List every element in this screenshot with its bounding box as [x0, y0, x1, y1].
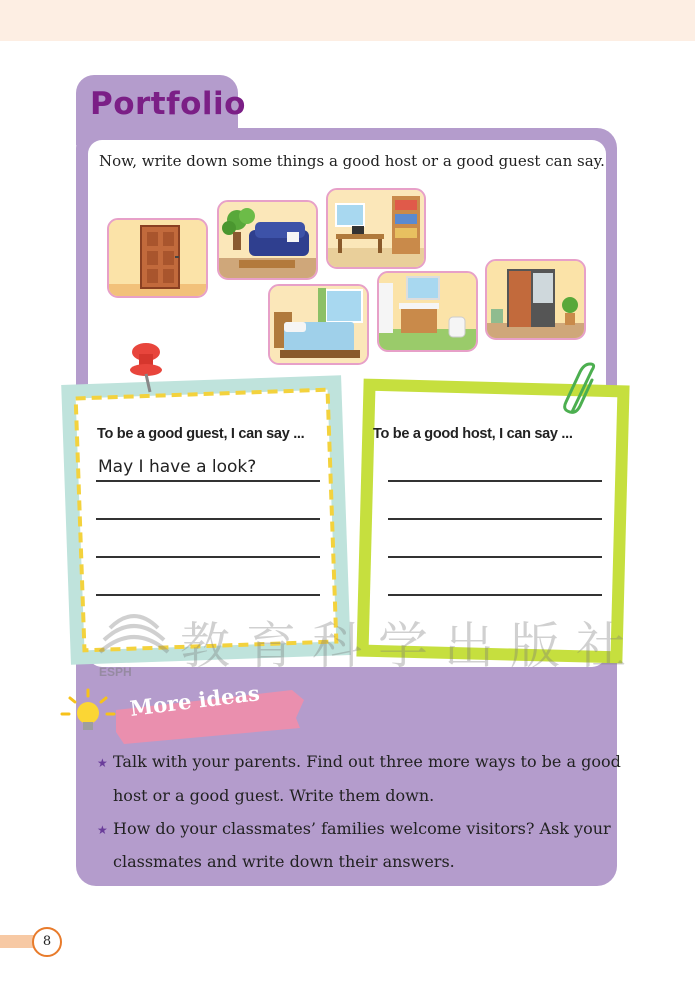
guest-answer-line-2[interactable]: [96, 518, 320, 520]
host-answer-line-3[interactable]: [388, 556, 602, 558]
push-pin-icon: [124, 338, 174, 398]
lightbulb-icon: [60, 688, 116, 742]
page-title: Portfolio: [90, 86, 246, 122]
bedroom-image: [268, 284, 369, 365]
instruction-text: Now, write down some things a good host or a good guest can say.: [99, 152, 605, 170]
host-card-heading: To be a good host, I can say ...: [373, 426, 573, 442]
guest-answer-1[interactable]: May I have a look?: [98, 457, 257, 477]
more-ideas-bullet-1-line-1: Talk with your parents. Find out three more ways to be a good: [113, 752, 621, 771]
living-room-image: [217, 200, 318, 280]
star-bullet-icon: ★: [97, 756, 108, 770]
more-ideas-bullet-2-line-2: classmates and write down their answers.: [113, 852, 455, 871]
bathroom-image: [377, 271, 478, 352]
guest-answer-line-3[interactable]: [96, 556, 320, 558]
more-ideas-bullet-1-line-2: host or a good guest. Write them down.: [113, 786, 435, 805]
publisher-abbr: ESPH: [99, 665, 132, 679]
host-answer-line-1[interactable]: [388, 480, 602, 482]
publisher-logo-icon: [96, 602, 172, 668]
paper-clip-icon: [562, 362, 602, 422]
guest-answer-line-4[interactable]: [96, 594, 320, 596]
more-ideas-bullet-2-line-1: How do your classmates’ families welcome visitors? Ask your: [113, 819, 611, 838]
host-answer-line-2[interactable]: [388, 518, 602, 520]
page-number: 8: [32, 927, 62, 957]
publisher-watermark: 教育科学出版社: [180, 617, 642, 675]
study-room-image: [326, 188, 426, 269]
guest-answer-line-1[interactable]: [96, 480, 320, 482]
top-band: [0, 0, 695, 41]
more-ideas-title: More ideas: [128, 680, 262, 721]
host-answer-line-4[interactable]: [388, 594, 602, 596]
star-bullet-icon: ★: [97, 823, 108, 837]
front-door-image: [107, 218, 208, 298]
guest-card-heading: To be a good guest, I can say ...: [97, 426, 305, 442]
entrance-image: [485, 259, 586, 340]
